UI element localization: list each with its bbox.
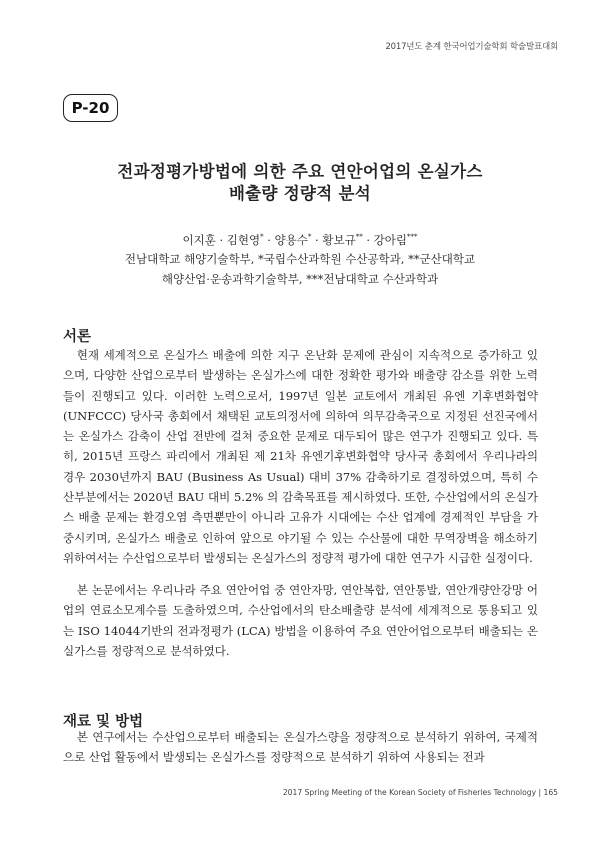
author-name: 이지훈 (182, 233, 216, 247)
author-separator: · (362, 233, 374, 247)
author-separator: · (263, 233, 275, 247)
author-name: 황보규 (322, 233, 356, 247)
section-heading-methods: 재료 및 방법 (63, 713, 144, 730)
poster-label: P-20 (63, 94, 118, 122)
author-mark: * (260, 233, 264, 242)
author-name: 김현영 (226, 233, 261, 247)
author-mark: *** (407, 233, 418, 242)
page-footer: 2017 Spring Meeting of the Korean Society of Fisheries Technology | 165 (282, 788, 558, 797)
section-heading-introduction: 서론 (63, 328, 92, 345)
author-separator: · (311, 233, 323, 247)
author-separator: · (215, 233, 227, 247)
introduction-paragraph-1: 현재 세계적으로 온실가스 배출에 의한 지구 온난화 문제에 관심이 지속적으로 증가하고 있으며, 다양한 산업으로부터 발생하는 온실가스에 대한 정확한 평가와 배출량 감소를 위한 노력들이 진행되고 있다. 이러한 노력으로서, 1997년 일본 교토에서 개최된 유엔 기후변화협약 (UNFCCC) 당사국 총회에서 채택된 교토의정서에 의하여 의무감축국으로 지정된 선진국에서는 온실가스 감축이 산업 전반에 걸쳐 중요한 문제로 대두되어 많은 연구가 진행되고 있다. 특히, 2015년 프랑스 파리에서 개최된 제 21차 유엔기후변화협약 당사국 총회에서 우리나라의 경우 2030년까지 BAU (Business As Usual) 대비 37% 감축하기로 결정하였으며, 특히 수산부분에서는 2020년 BAU 대비 5.2% 의 감축목표를 제시하였다. 또한, 수산업에서의 온실가스 배출 문제는 환경오염 측면뿐만이 아니라 고유가 시대에는 수산 업계에 경제적인 부담을 가중시키며, 온실가스 배출로 인하여 앞으로 야기될 수 있는 수산물에 대한 무역장벽을 해소하기 위하여서는 수산업으로부터 발생되는 온실가스의 정량적 평가에 대한 연구가 시급한 실정이다. (63, 348, 538, 565)
author-name: 양용수 (274, 233, 308, 247)
affiliation-line-2: 해양산업·운송과학기술학부, ***전남대학교 수산과학과 (161, 272, 439, 286)
introduction-paragraph-2: 본 논문에서는 우리나라 주요 연안어업 중 연안자망, 연안복합, 연안통발, 연안개량안강망 어업의 연료소모계수를 도출하였으며, 수산업에서의 탄소배출량 분석에 세계적으로 통용되고 있는 ISO 14044기반의 전과정평가 (LCA) 방법을 이용하여 주요 연안어업으로부터 배출되는 온실가스를 정량적으로 분석하였다. (63, 583, 538, 658)
methods-paragraph-1: 본 연구에서는 수산업으로부터 배출되는 온실가스량을 정량적으로 분석하기 위하여, 국제적으로 산업 활동에서 발생되는 온실가스를 정량적으로 분석하기 위하여 사용되는 전과 (63, 730, 538, 765)
affiliation-line-1: 전남대학교 해양기술학부, *국립수산과학원 수산공학과, **군산대학교 (124, 252, 476, 266)
author-mark: * (307, 233, 312, 242)
author-name: 강아림 (373, 233, 407, 247)
author-mark: ** (355, 233, 363, 242)
paper-title-line-2: 배출량 정량적 분석 (228, 184, 371, 203)
author-list (0, 232, 600, 248)
running-head: 2017년도 춘계 한국어업기술학회 학술발표대회 (385, 42, 558, 52)
paper-title-line-1: 전과정평가방법에 의한 주요 연안어업의 온실가스 (117, 162, 483, 181)
